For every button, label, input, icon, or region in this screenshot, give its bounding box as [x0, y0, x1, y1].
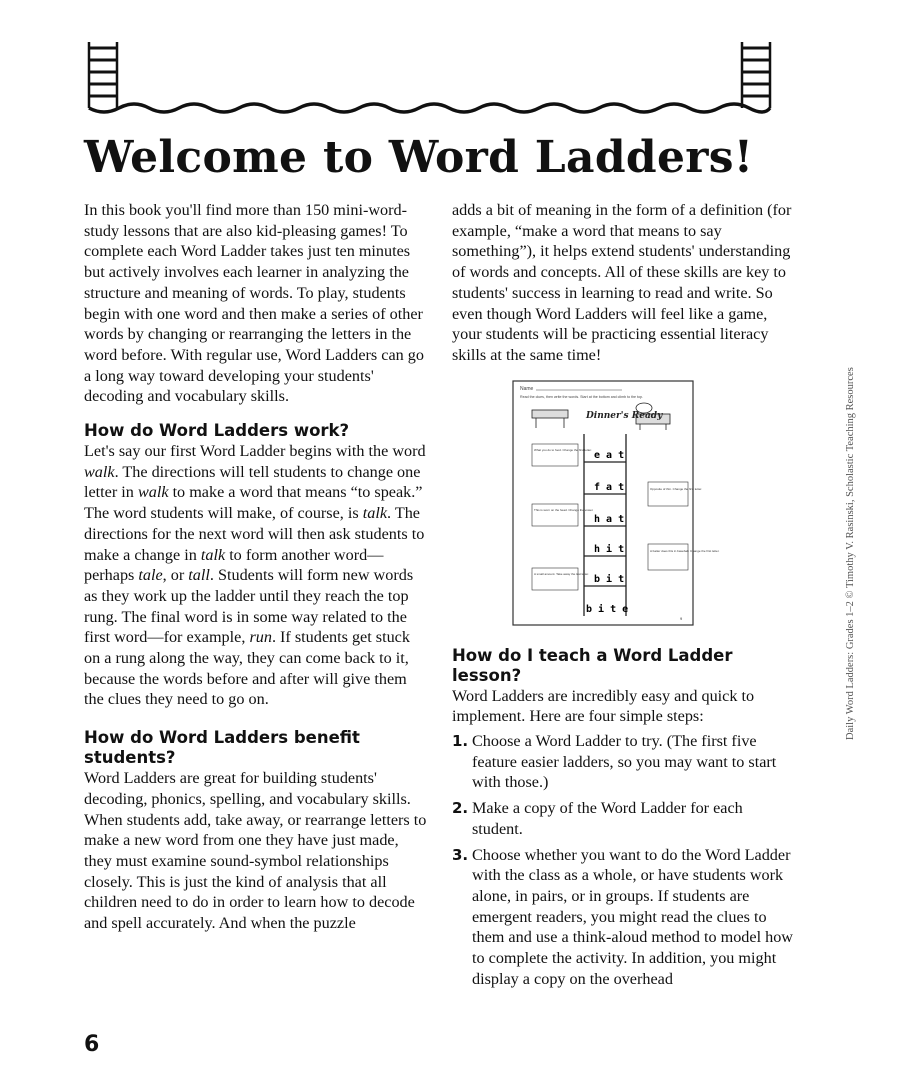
- rung-word: b i t: [594, 573, 625, 585]
- heading-teach: How do I teach a Word Ladder lesson?: [452, 645, 733, 685]
- right-ladder-icon: [742, 42, 770, 108]
- left-column: [84, 200, 429, 934]
- left-ladder-icon: [89, 42, 117, 108]
- svg-text:This is worn on the head. Chan: [534, 508, 593, 512]
- clue-text: Opposite of thin. Change the first letter.: [650, 486, 703, 491]
- step-text: Choose a Word Ladder to try. (The first five feature easier ladders, so you may want to start with those.): [472, 732, 777, 792]
- step-number: 3.: [452, 845, 469, 864]
- clue-text: What you do to food. Change the first letter.: [534, 447, 592, 452]
- right-column: [452, 200, 797, 994]
- rung-word: f a t: [594, 481, 625, 493]
- list-item: [452, 845, 797, 990]
- clue-text: A batter does this in baseball. Change the first letter.: [650, 548, 720, 553]
- step-text: Choose whether you want to do the Word Ladder with the class as a whole, or have students work alone, in pairs, or in groups. If students are emergent readers, you might read the clues to them and use a think-aloud method to model how to complete the activity. In addition, you might display a copy on the overhead: [472, 845, 793, 988]
- wavy-rule: [89, 104, 770, 112]
- step-text: Make a copy of the Word Ladder for each student.: [472, 799, 743, 838]
- svg-text:A batter does this in baseball: [650, 549, 720, 553]
- list-item: [452, 731, 797, 793]
- worksheet-title: Dinner's Ready: [586, 410, 663, 421]
- rung-word: b i t e: [586, 603, 629, 615]
- steps-list: [452, 731, 797, 989]
- svg-text:What you do to food. Change th: [534, 448, 592, 452]
- list-item: [452, 798, 797, 839]
- page-number: 6: [84, 1032, 100, 1057]
- heading-how-work: How do Word Ladders work?: [84, 421, 350, 441]
- clue-text: A small amount. Take away the last letter.: [534, 571, 589, 576]
- how-work-paragraph: Let's say our first Word Ladder begins with the word walk. The directions will tell students to change one letter in walk to make a word that means “to speak.” The word students will make, of course, is talk. The directions for the next word will then ask students to make a change in talk to form another word—perhaps tale, or tall. Students will form new words as they work up the ladder until they reach the top rung. The final word is in some way related to the first word—for example, run. If students get stuck on a rung along the way, they can come back to it, because the words before and after will give them the clues they need to go on.: [84, 442, 426, 709]
- worksheet-name-label: Name: [520, 385, 534, 392]
- rung-word: e a t: [594, 449, 625, 461]
- intro-paragraph: In this book you'll find more than 150 mini-word-study lessons that are also kid-pleasing games! To complete each Word Ladder takes just ten minutes but actively involves each learner in analyzing the structure and meaning of words. To play, students begin with one word and then make a series of other words by changing or rearranging the letters in the word before. With regular use, Word Ladders can go a long way toward developing your students' decoding and vocabulary skills.: [84, 201, 424, 406]
- worksheet-thumbnail: [512, 380, 720, 626]
- clue-text: This is worn on the head. Change the vowel.: [534, 507, 594, 512]
- continuation-paragraph: adds a bit of meaning in the form of a definition (for example, “make a word that means to say something”), it helps extend students' understanding of words and concepts. All of these skills are key to students' success in learning to read and write. So even though Word Ladders will feel like a game, your students will be practicing essential literacy skills at the same time!: [452, 201, 792, 364]
- benefit-paragraph: Word Ladders are great for building students' decoding, phonics, spelling, and vocabulary skills. When students add, take away, or rearrange letters to make a new word from one they have just made, they must examine sound-symbol relationships closely. This is just the kind of analysis that all children need to do in order to learn how to decode and spell accurately. And when the puzzle: [84, 769, 427, 933]
- worksheet-page-mark: 9: [680, 615, 683, 621]
- clue-box: [648, 482, 688, 506]
- svg-text:Opposite of thin. Change the f: [650, 487, 702, 491]
- teach-intro: Word Ladders are incredibly easy and quick to implement. Here are four simple steps:: [452, 686, 755, 726]
- rung-word: h i t: [594, 543, 625, 555]
- worksheet-directions: Read the clues, then write the words. Start at the bottom and climb to the top.: [520, 394, 644, 399]
- step-number: 1.: [452, 732, 469, 751]
- heading-benefit: How do Word Ladders benefit students?: [84, 728, 360, 768]
- svg-text:A small amount. Take away the: [534, 572, 589, 576]
- clue-box: [648, 544, 688, 570]
- step-number: 2.: [452, 799, 469, 818]
- page-title: Welcome to Word Ladders!: [84, 132, 754, 183]
- rung-word: h a t: [594, 513, 625, 525]
- side-credit: Daily Word Ladders: Grades 1–2 © Timothy V. Rasinski, Scholastic Teaching Resources: [845, 367, 856, 740]
- ladder-banner: [84, 38, 784, 122]
